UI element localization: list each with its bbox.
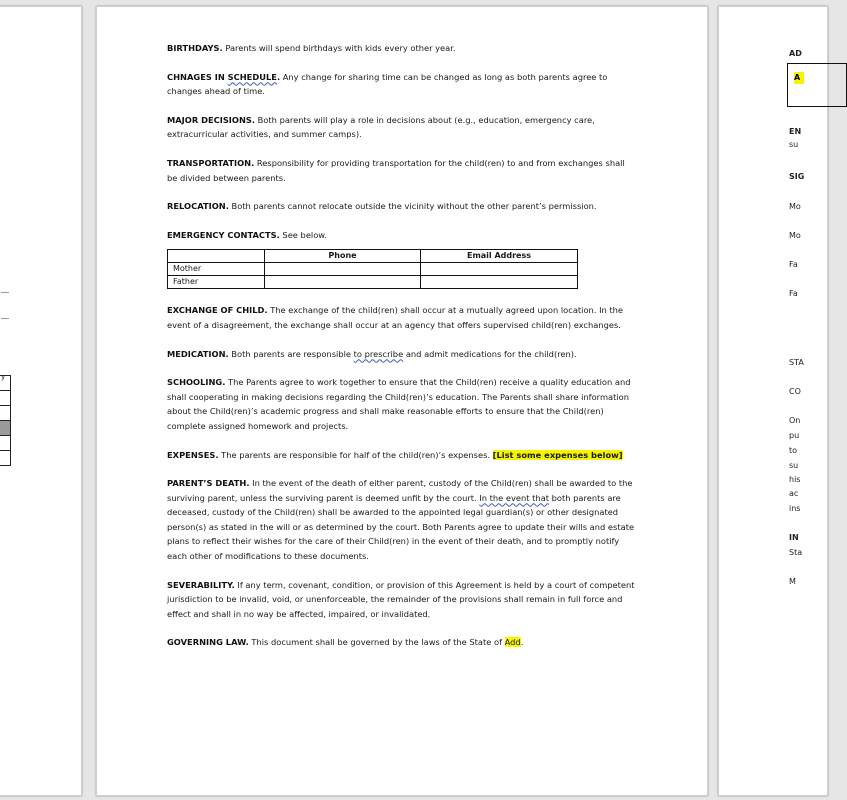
table-cell-phone[interactable] bbox=[265, 276, 421, 289]
paragraph-transportation[interactable] bbox=[167, 156, 637, 185]
text-fragment: CO bbox=[789, 387, 801, 396]
text-fragment: ac bbox=[789, 489, 799, 498]
text-fragment: su bbox=[789, 461, 799, 470]
table-cell bbox=[0, 391, 11, 406]
text-fragment: Mo bbox=[789, 202, 801, 211]
section-heading: SCHOOLING. bbox=[167, 377, 226, 388]
next-page bbox=[718, 6, 828, 796]
bordered-box bbox=[787, 63, 847, 107]
section-text: Both parents will play a role in decisions about (e.g., education, emergency care, extracurricular activities, and summer camps). bbox=[167, 114, 595, 140]
table-cell bbox=[0, 406, 11, 421]
section-text: See below. bbox=[279, 229, 327, 240]
text-fragment: On bbox=[789, 416, 801, 425]
table-row bbox=[168, 276, 578, 289]
paragraph-major-decisions[interactable] bbox=[167, 113, 637, 142]
table-cell bbox=[0, 436, 11, 451]
paragraph-birthdays[interactable] bbox=[167, 41, 637, 56]
table-fragment-text: y bbox=[1, 373, 6, 381]
grammar-flag[interactable]: In the event that bbox=[479, 492, 550, 503]
section-heading bbox=[167, 72, 280, 82]
section-heading: PARENT’S DEATH. bbox=[167, 478, 250, 489]
section-text: both parents are deceased, custody of the Child(ren) shall be awarded to the appointed legal guardian(s) or other designated person(s) as stated in the will or as determined by the court. Both Parents agree to update their wills and estate plans to reflect their wishes for the care of their Child(ren) in the event of their death, and to promptly notify each other of modifications to these documents. bbox=[167, 492, 635, 562]
section-heading: SEVERABILITY. bbox=[167, 579, 235, 590]
table-header-cell[interactable]: Email Address bbox=[421, 250, 578, 263]
paragraph-exchange[interactable] bbox=[167, 303, 637, 332]
table-header-cell[interactable] bbox=[168, 250, 265, 263]
placeholder-highlight[interactable]: A bbox=[794, 72, 804, 84]
previous-page bbox=[0, 6, 82, 796]
rule-line bbox=[1, 318, 9, 319]
heading-part: CHNAGES IN bbox=[167, 71, 228, 82]
table-cell-phone[interactable] bbox=[265, 263, 421, 276]
section-heading: MEDICATION. bbox=[167, 348, 229, 359]
text-fragment: Fa bbox=[789, 260, 798, 269]
paragraph-changes[interactable] bbox=[167, 70, 637, 99]
placeholder-highlight[interactable]: [List some expenses below] bbox=[492, 449, 623, 460]
section-heading: GOVERNING LAW. bbox=[167, 637, 249, 648]
text-fragment: Sta bbox=[789, 548, 803, 557]
paragraph-emergency-contacts[interactable] bbox=[167, 228, 637, 243]
table-cell bbox=[0, 376, 11, 391]
section-text: The Parents agree to work together to ensure that the Child(ren) receive a quality education and shall cooperating in making decisions regarding the Child(ren)’s education. The Parents shall share information about the Child(ren)’s academic progress and shall make reasonable efforts to ensure that the Child(ren) complete assigned homework and projects. bbox=[167, 377, 631, 431]
spelling-flag[interactable]: SCHEDULE bbox=[227, 71, 277, 82]
text-fragment: his bbox=[789, 475, 801, 484]
table-header-row bbox=[168, 250, 578, 263]
heading-fragment: AD bbox=[789, 49, 802, 58]
heading-fragment: SIG bbox=[789, 172, 805, 181]
section-text: In the event of the death of either parent, custody of the Child(ren) shall be awarded to the surviving parent, unless the surviving parent is deemed unfit by the court. bbox=[167, 478, 633, 503]
text-fragment: Mo bbox=[789, 231, 801, 240]
document-page bbox=[96, 6, 708, 796]
section-heading: EXPENSES. bbox=[167, 449, 219, 460]
section-text: If any term, covenant, condition, or provision of this Agreement is held by a court of competent jurisdiction to be invalid, void, or unenforceable, the remainder of the provisions shall remain in full force and effect and shall in no way be affected, impaired, or invalidated. bbox=[167, 579, 635, 619]
emergency-contacts-table bbox=[167, 249, 578, 289]
paragraph-governing-law[interactable] bbox=[167, 635, 637, 650]
table-cell-label[interactable]: Father bbox=[168, 276, 265, 289]
section-heading: MAJOR DECISIONS. bbox=[167, 114, 256, 125]
section-text: and admit medications for the child(ren). bbox=[403, 348, 577, 359]
text-fragment: ins bbox=[789, 504, 801, 513]
section-text: Responsibility for providing transportation for the child(ren) to and from exchanges shall be divided between parents. bbox=[167, 157, 625, 183]
section-text: Parents will spend birthdays with kids every other year. bbox=[222, 43, 456, 53]
section-text: . bbox=[520, 637, 524, 648]
heading-fragment: IN bbox=[789, 533, 799, 542]
section-text: The parents are responsible for half of the child(ren)’s expenses. bbox=[218, 449, 493, 460]
section-heading: EMERGENCY CONTACTS. bbox=[167, 229, 280, 240]
page-body bbox=[167, 41, 637, 664]
table-cell-email[interactable] bbox=[421, 263, 578, 276]
text-fragment: pu bbox=[789, 431, 800, 440]
text-fragment: M bbox=[789, 577, 796, 586]
section-text: Both parents are responsible bbox=[228, 348, 354, 359]
section-text: The exchange of the child(ren) shall occur at a mutually agreed upon location. In the event of a disagreement, the exchange shall occur at an agency that offers supervised child(ren) exchanges. bbox=[167, 305, 624, 330]
partial-table bbox=[0, 375, 11, 466]
text-fragment: su bbox=[789, 140, 799, 149]
heading-fragment: EN bbox=[789, 127, 802, 136]
section-text: Any change for sharing time can be changed as long as both parents agree to changes ahead of time. bbox=[167, 71, 608, 97]
paragraph-parents-death[interactable] bbox=[167, 476, 637, 564]
paragraph-medication[interactable] bbox=[167, 347, 637, 362]
section-text: This document shall be governed by the laws of the State of bbox=[248, 637, 505, 648]
paragraph-severability[interactable] bbox=[167, 578, 637, 622]
text-fragment: STA bbox=[789, 358, 804, 367]
table-cell-label[interactable]: Mother bbox=[168, 263, 265, 276]
paragraph-expenses[interactable] bbox=[167, 448, 637, 463]
table-cell bbox=[0, 451, 11, 466]
paragraph-schooling[interactable] bbox=[167, 375, 637, 433]
section-heading: RELOCATION. bbox=[167, 201, 229, 212]
table-cell-email[interactable] bbox=[421, 276, 578, 289]
table-header-cell[interactable]: Phone bbox=[265, 250, 421, 263]
table-row bbox=[168, 263, 578, 276]
text-fragment: Fa bbox=[789, 289, 798, 298]
section-heading: TRANSPORTATION. bbox=[167, 157, 255, 168]
paragraph-relocation[interactable] bbox=[167, 199, 637, 214]
text-fragment: to bbox=[789, 446, 798, 455]
placeholder-highlight[interactable]: Add bbox=[504, 637, 521, 648]
rule-line bbox=[1, 292, 9, 293]
section-heading: BIRTHDAYS. bbox=[167, 43, 223, 53]
table-cell bbox=[0, 421, 11, 436]
grammar-flag[interactable]: to prescribe bbox=[353, 348, 404, 359]
heading-part: . bbox=[276, 71, 281, 82]
section-text: Both parents cannot relocate outside the vicinity without the other parent’s permission. bbox=[228, 201, 597, 212]
section-heading: EXCHANGE OF CHILD. bbox=[167, 305, 268, 316]
